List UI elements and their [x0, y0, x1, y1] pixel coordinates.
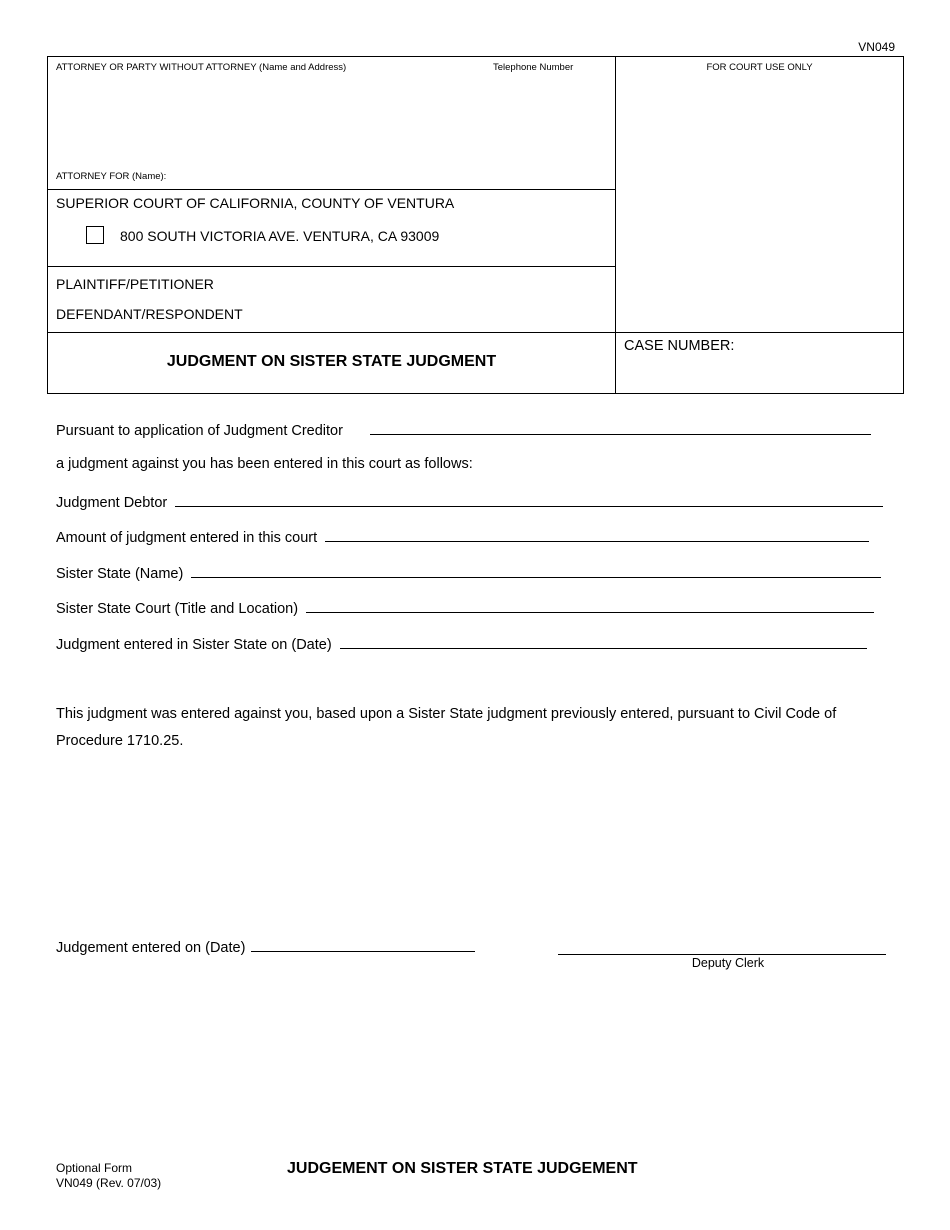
sister-date-field	[56, 634, 867, 653]
form-info	[56, 1161, 161, 1191]
debtor-label: Judgment Debtor	[56, 495, 168, 511]
debtor-field	[56, 492, 883, 511]
case-title: JUDGMENT ON SISTER STATE JUDGMENT	[166, 353, 497, 370]
entered-statement: a judgment against you has been entered in this court as follows:	[56, 456, 473, 472]
footer-title: JUDGEMENT ON SISTER STATE JUDGEMENT	[287, 1160, 638, 1177]
clerk-signature-line[interactable]	[558, 954, 886, 955]
sister-date-input-line[interactable]	[340, 634, 867, 649]
creditor-label: Pursuant to application of Judgment Creditor	[56, 423, 343, 439]
divider	[48, 332, 903, 333]
sister-court-input-line[interactable]	[306, 598, 874, 613]
judgement-date-field	[56, 937, 475, 956]
amount-field	[56, 527, 869, 546]
court-use-label: FOR COURT USE ONLY	[706, 62, 813, 73]
court-address: 800 SOUTH VICTORIA AVE. VENTURA, CA 93009	[120, 228, 440, 244]
amount-label: Amount of judgment entered in this court	[56, 530, 318, 546]
court-name: SUPERIOR COURT OF CALIFORNIA, COUNTY OF VENTURA	[56, 195, 455, 211]
sister-date-label: Judgment entered in Sister State on (Date)	[56, 637, 332, 653]
court-address-checkbox[interactable]	[86, 226, 104, 244]
caption-box	[47, 56, 904, 394]
notice-paragraph: This judgment was entered against you, based upon a Sister State judgment previously entered, pursuant to Civil Code of Procedure 1710.25.	[56, 706, 837, 749]
optional-form-label: Optional Form	[56, 1161, 133, 1175]
divider	[615, 57, 616, 393]
telephone-label: Telephone Number	[493, 62, 574, 73]
creditor-input-line[interactable]	[370, 420, 871, 435]
creditor-field	[56, 420, 871, 439]
case-number-label: CASE NUMBER:	[624, 338, 735, 354]
deputy-clerk-label: Deputy Clerk	[691, 956, 765, 970]
plaintiff-label: PLAINTIFF/PETITIONER	[56, 276, 214, 292]
form-code: VN049	[858, 40, 895, 54]
sister-state-field	[56, 563, 881, 582]
sister-state-input-line[interactable]	[191, 563, 881, 578]
amount-input-line[interactable]	[325, 527, 869, 542]
defendant-label: DEFENDANT/RESPONDENT	[56, 306, 243, 322]
sister-court-field	[56, 598, 874, 617]
judgement-date-label: Judgement entered on (Date)	[56, 940, 246, 956]
divider	[48, 266, 615, 267]
attorney-label: ATTORNEY OR PARTY WITHOUT ATTORNEY (Name and Address)	[56, 62, 347, 73]
sister-state-label: Sister State (Name)	[56, 566, 184, 582]
judgement-date-input-line[interactable]	[251, 937, 475, 952]
revision-label: VN049 (Rev. 07/03)	[56, 1176, 162, 1190]
debtor-input-line[interactable]	[175, 492, 883, 507]
sister-court-label: Sister State Court (Title and Location)	[56, 601, 299, 617]
divider	[48, 189, 615, 190]
attorney-for-label: ATTORNEY FOR (Name):	[56, 171, 167, 182]
